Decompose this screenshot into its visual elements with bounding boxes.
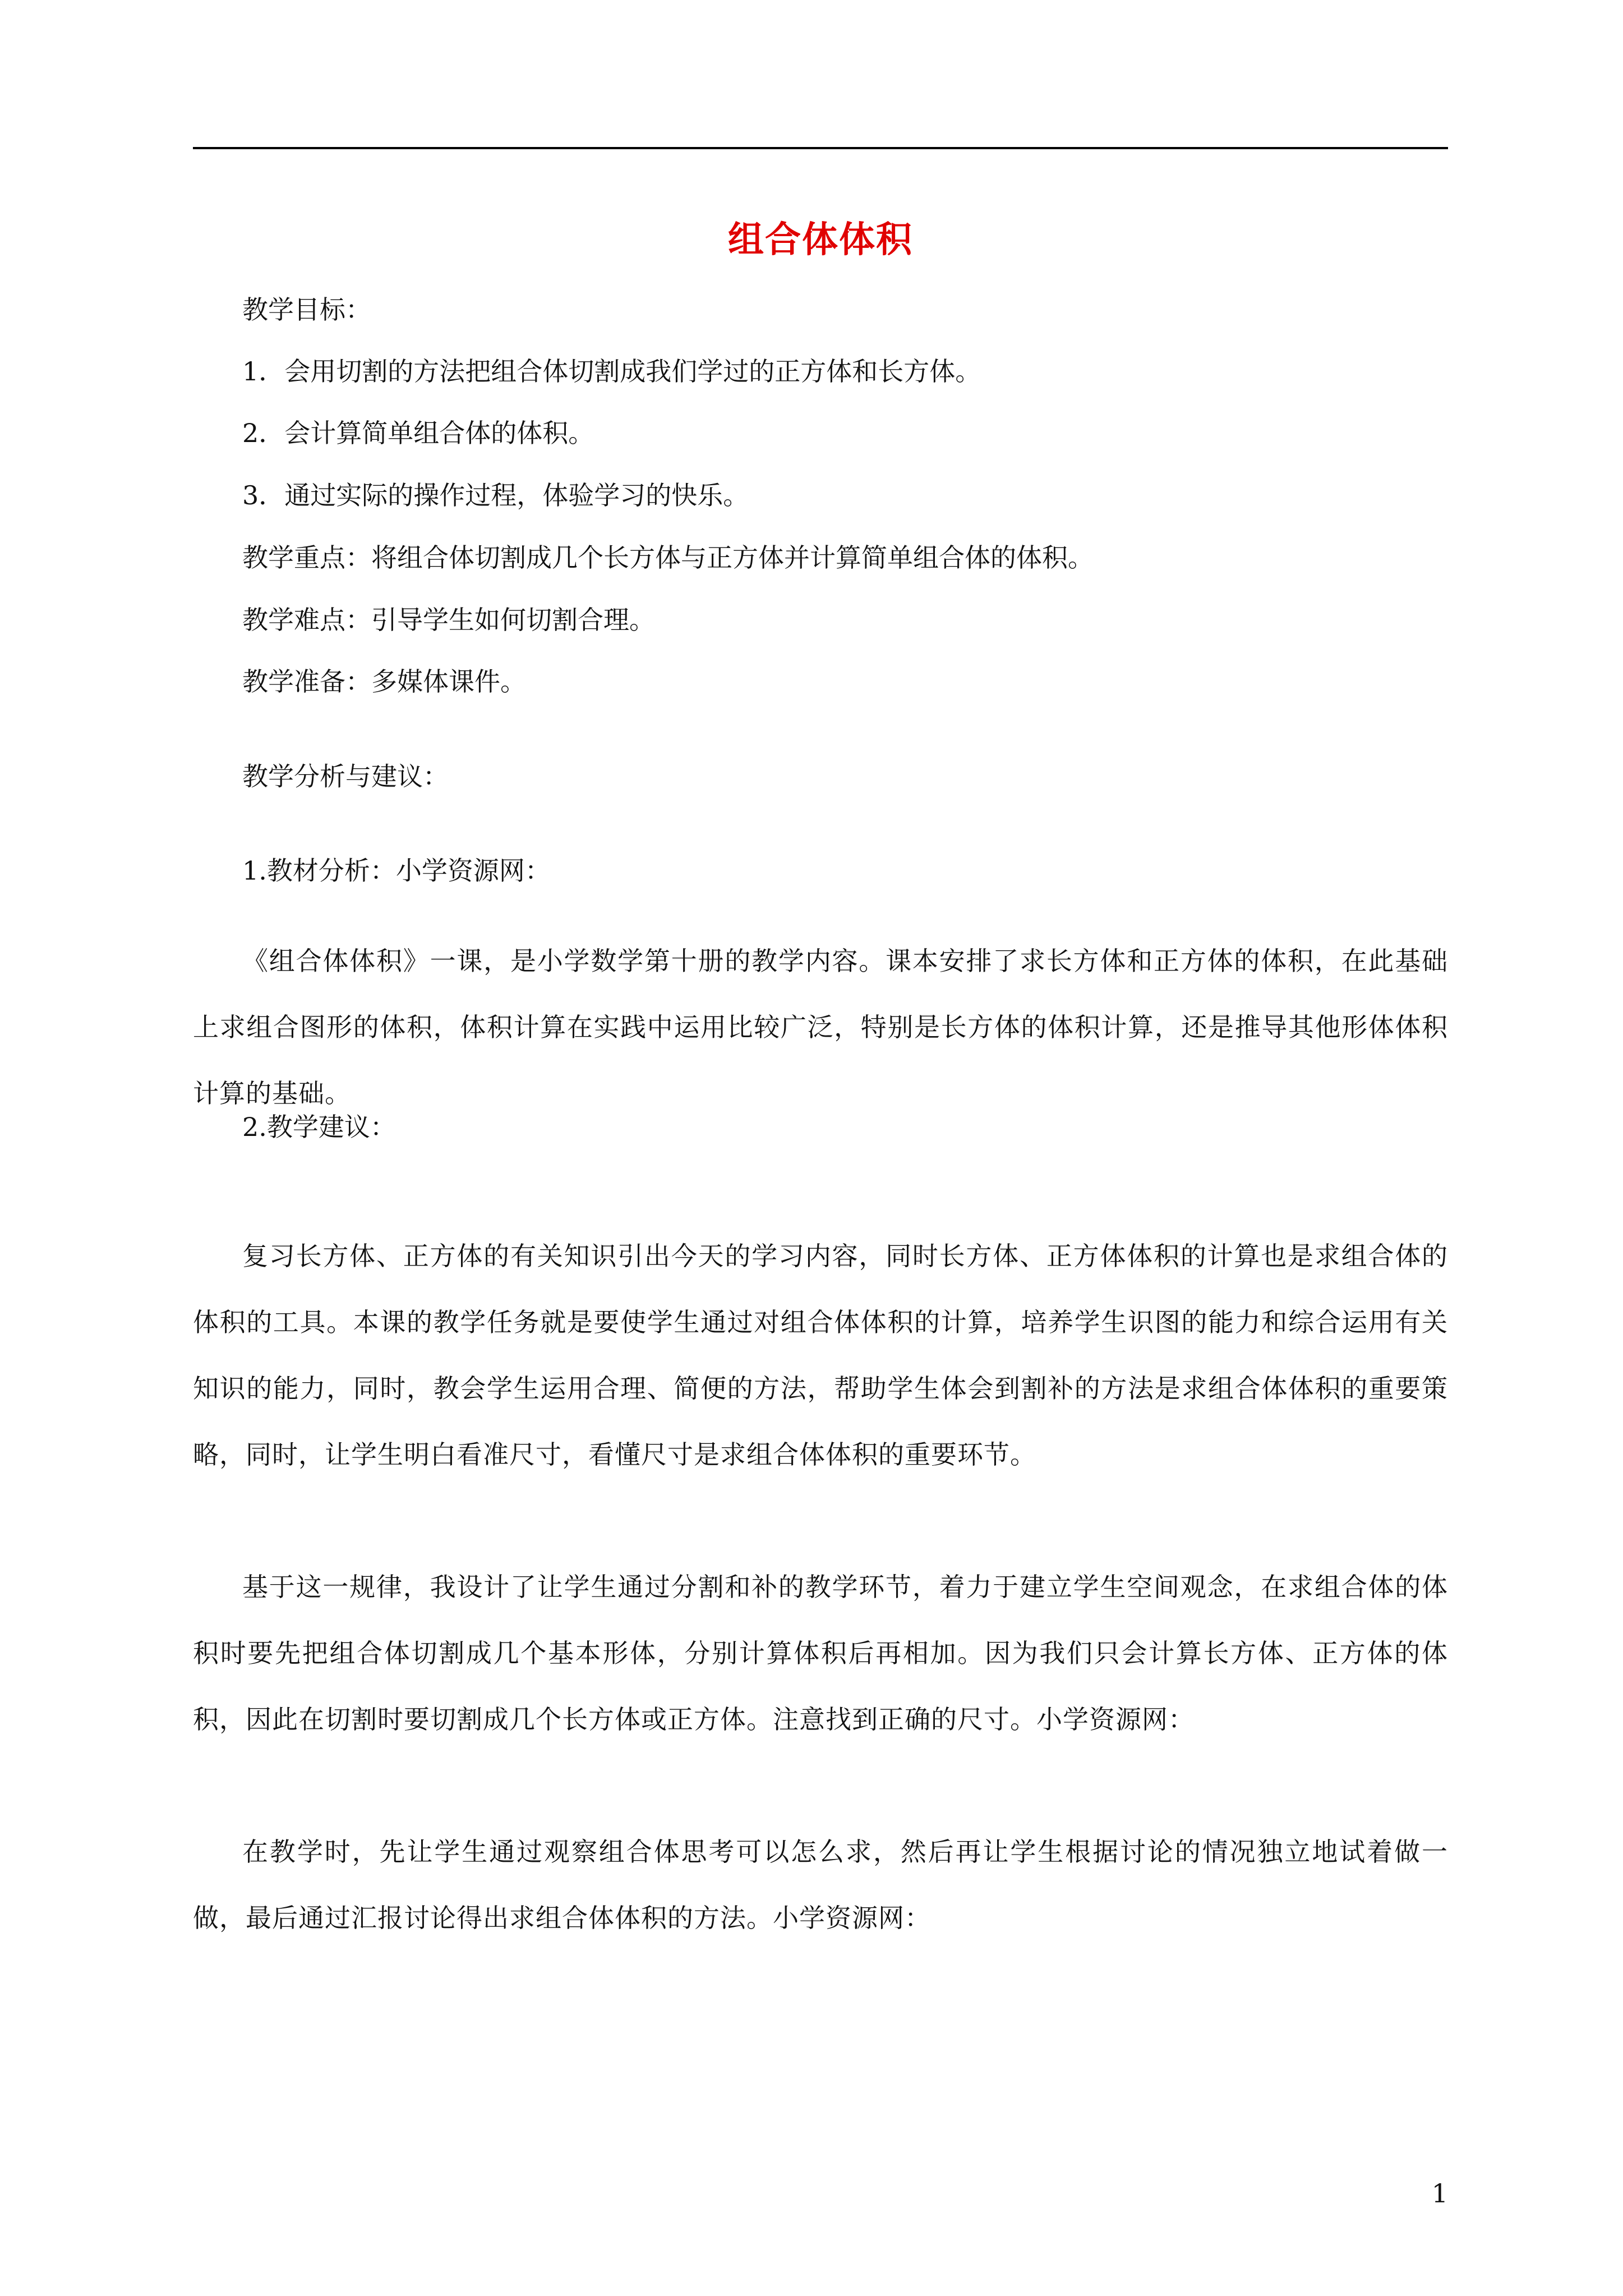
objective-item: 1．会用切割的方法把组合体切割成我们学过的正方体和长方体。: [242, 356, 981, 386]
objective-item: 3．通过实际的操作过程，体验学习的快乐。: [242, 480, 749, 510]
header-rule: [193, 147, 1448, 149]
document-title: 组合体体积: [728, 219, 913, 261]
preparation: 教学准备：多媒体课件。: [242, 666, 526, 697]
textbook-analysis-heading: 1.教材分析：小学资源网：: [242, 855, 551, 886]
advice-paragraph: 基于这一规律，我设计了让学生通过分割和补的教学环节，着力于建立学生空间观念，在求组合体的体积时要先把组合体切割成几个基本形体，分别计算体积后再相加。因为我们只会计算长方体、正方体的体积，因此在切割时要切割成几个长方体或正方体。注意找到正确的尺寸。小学资源网：: [193, 1572, 1448, 1734]
difficulty: 教学难点：引导学生如何切割合理。: [242, 605, 655, 635]
advice-paragraph: 在教学时，先让学生通过观察组合体思考可以怎么求，然后再让学生根据讨论的情况独立地试着做一做，最后通过汇报讨论得出求组合体体积的方法。小学资源网：: [193, 1837, 1448, 1933]
objective-item: 2．会计算简单组合体的体积。: [242, 418, 594, 448]
textbook-analysis-body: 《组合体体积》一课，是小学数学第十册的教学内容。课本安排了求长方体和正方体的体积，在此基础上求组合图形的体积，体积计算在实践中运用比较广泛，特别是长方体的体积计算，还是推导其他形体体积计算的基础。: [193, 946, 1448, 1108]
page-number: 1: [1431, 2178, 1448, 2208]
objectives-heading: 教学目标：: [242, 295, 371, 325]
advice-paragraph: 复习长方体、正方体的有关知识引出今天的学习内容，同时长方体、正方体体积的计算也是求组合体的体积的工具。本课的教学任务就是要使学生通过对组合体体积的计算，培养学生识图的能力和综合运用有关知识的能力，同时，教会学生运用合理、简便的方法，帮助学生体会到割补的方法是求组合体体积的重要策略，同时，让学生明白看准尺寸，看懂尺寸是求组合体体积的重要环节。: [193, 1241, 1448, 1470]
key-point: 教学重点：将组合体切割成几个长方体与正方体并计算简单组合体的体积。: [242, 542, 1094, 573]
analysis-heading: 教学分析与建议：: [242, 761, 449, 792]
teaching-advice-heading: 2.教学建议：: [242, 1112, 396, 1142]
